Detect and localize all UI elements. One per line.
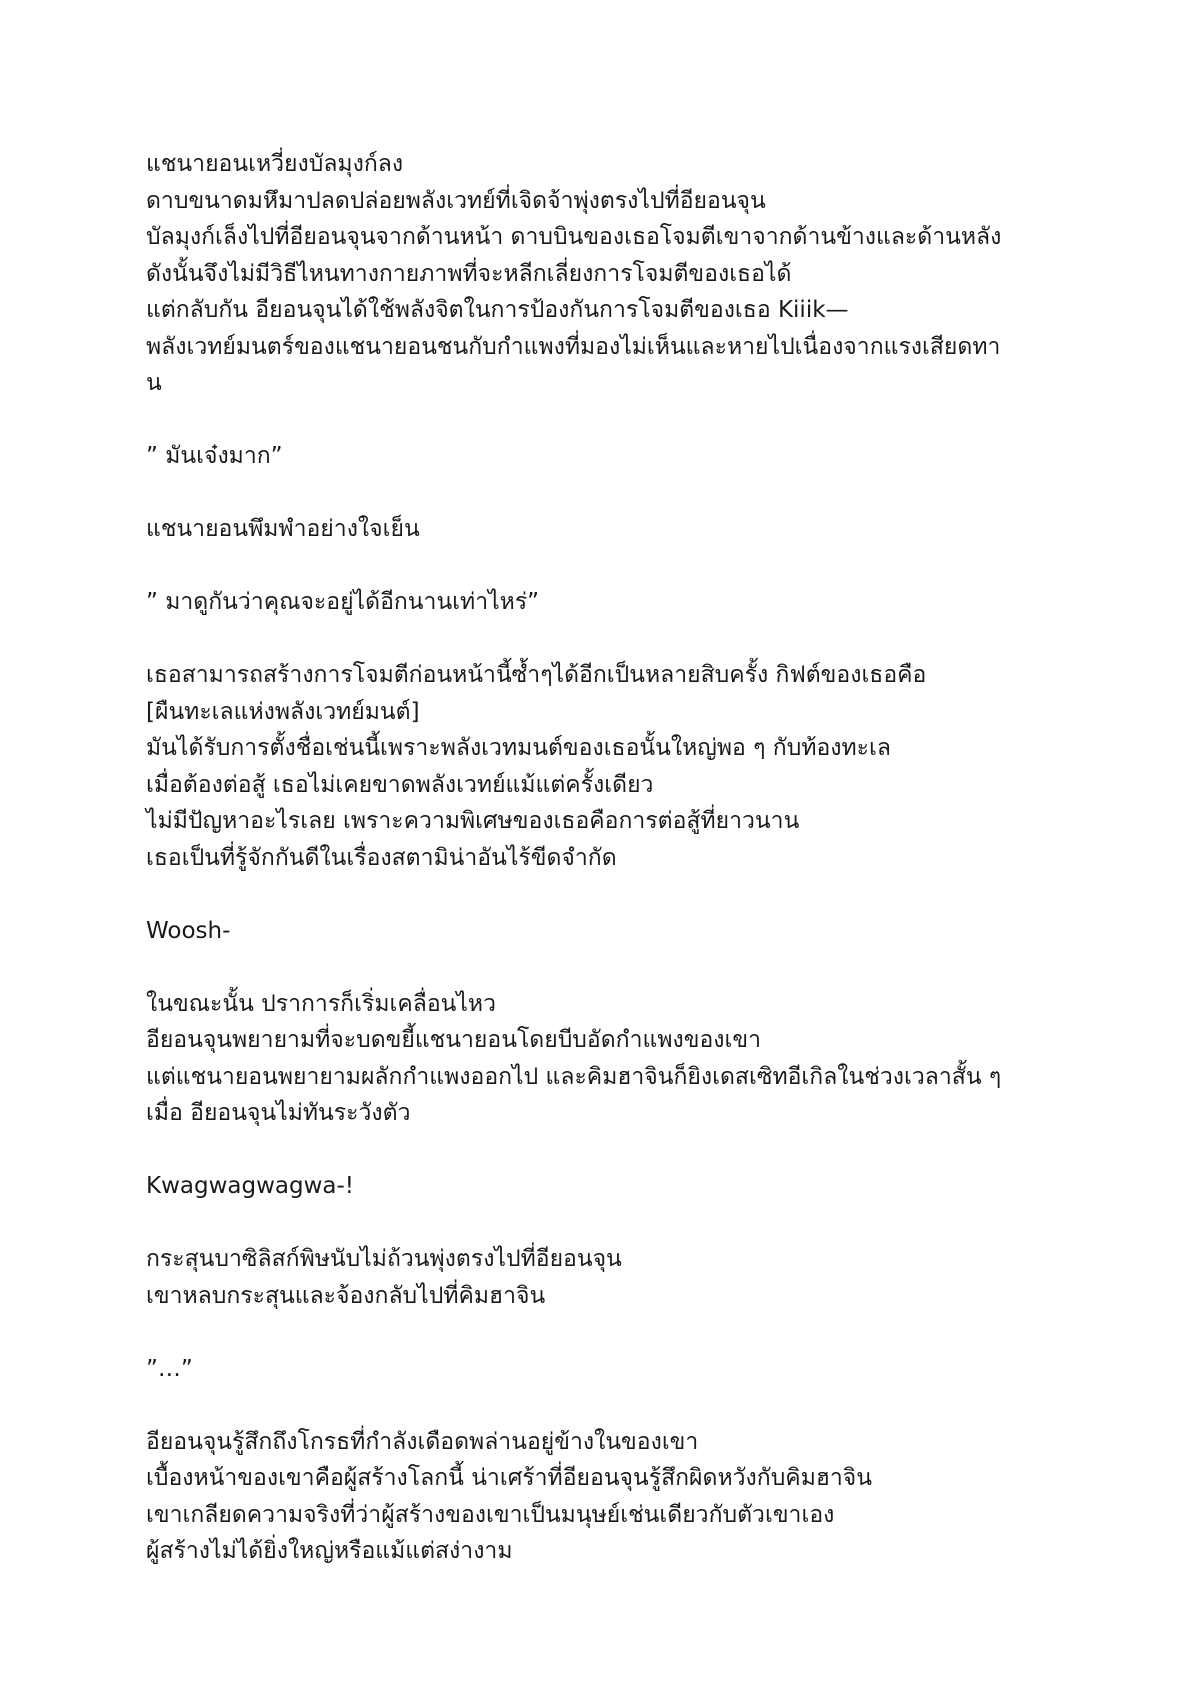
text-line: ดังนั้นจึงไม่มีวิธีไหนทางกายภาพที่จะหลีกเลี่ยงการโจมตีของเธอได้ — [146, 260, 792, 287]
document-body — [146, 146, 1046, 1606]
text-line: เขาหลบกระสุนและจ้องกลับไปที่คิมฮาจิน — [146, 1282, 546, 1309]
sound-effect-line: Kwagwagwagwa-! — [146, 1173, 355, 1199]
sound-effect-line: Woosh- — [146, 917, 231, 944]
paragraph-5 — [146, 657, 1046, 876]
text-line: เมื่อ อียอนจุนไม่ทันระวังตัว — [146, 1100, 411, 1126]
text-line: เมื่อต้องต่อสู้ เธอไม่เคยขาดพลังเวทย์แม้แต่ครั้งเดียว — [146, 771, 654, 798]
text-line: ไม่มีปัญหาอะไรเลย เพราะความพิเศษของเธอคือการต่อสู้ที่ยาวนาน — [146, 808, 800, 834]
dialogue-line: ”…” — [146, 1355, 193, 1382]
text-line: เบื้องหน้าของเขาคือผู้สร้างโลกนี้ น่าเศร้าที่อียอนจุนรู้สึกผิดหวังกับคิมฮาจิน — [146, 1465, 873, 1491]
paragraph-9 — [146, 1241, 1046, 1314]
paragraph-4 — [146, 584, 1046, 621]
text-line: อียอนจุนพยายามที่จะบดขยี้แชนายอนโดยบีบอัดกำแพงของเขา — [146, 1027, 761, 1053]
text-line: เธอเป็นที่รู้จักกันดีในเรื่องสตามิน่าอันไร้ขีดจำกัด — [146, 844, 617, 871]
dialogue-line: ” มาดูกันว่าคุณจะอยู่ได้อีกนานเท่าไหร่” — [146, 589, 540, 615]
text-line: แต่แชนายอนพยายามผลักกำแพงออกไป และคิมฮาจินก็ยิงเดสเซิทอีเกิลในช่วงเวลาสั้น ๆ — [146, 1063, 1002, 1090]
paragraph-7 — [146, 986, 1046, 1132]
paragraph-10 — [146, 1351, 1046, 1388]
text-line: ดาบขนาดมหึมาปลดปล่อยพลังเวทย์ที่เจิดจ้าพุ่งตรงไปที่อียอนจุน — [146, 187, 766, 214]
text-line: แชนายอนพึมพำอย่างใจเย็น — [146, 516, 420, 542]
text-line: [ผืนทะเลแห่งพลังเวทย์มนต์] — [146, 698, 420, 725]
paragraph-3 — [146, 511, 1046, 548]
dialogue-line: ” มันเจ๋งมาก” — [146, 443, 283, 469]
paragraph-8 — [146, 1168, 1046, 1205]
text-line: พลังเวทย์มนตร์ของแชนายอนชนกับกำแพงที่มองไม่เห็นและหายไปเนื่องจากแรงเสียดทา — [146, 333, 1001, 360]
paragraph-6 — [146, 913, 1046, 950]
text-line: บัลมุงก์เล็งไปที่อียอนจุนจากด้านหน้า ดาบบินของเธอโจมตีเขาจากด้านข้างและด้านหลัง — [146, 224, 1002, 250]
paragraph-11 — [146, 1424, 1046, 1570]
text-line: ผู้สร้างไม่ได้ยิ่งใหญ่หรือแม้แต่สง่างาม — [146, 1538, 513, 1564]
text-line: เธอสามารถสร้างการโจมตีก่อนหน้านี้ซ้ำๆได้อีกเป็นหลายสิบครั้ง กิฟต์ของเธอคือ — [146, 662, 927, 688]
text-line: มันได้รับการตั้งชื่อเช่นนี้เพราะพลังเวทมนต์ของเธอนั้นใหญ่พอ ๆ กับท้องทะเล — [146, 735, 891, 761]
text-line: กระสุนบาซิลิสก์พิษนับไม่ถ้วนพุ่งตรงไปที่อียอนจุน — [146, 1246, 622, 1272]
text-line: ในขณะนั้น ปราการก็เริ่มเคลื่อนไหว — [146, 990, 497, 1017]
paragraph-2 — [146, 438, 1046, 475]
text-line: แต่กลับกัน อียอนจุนได้ใช้พลังจิตในการป้องกันการโจมตีของเธอ Kiiik— — [146, 297, 849, 323]
text-line: น — [146, 370, 162, 396]
text-line: แชนายอนเหวี่ยงบัลมุงก์ลง — [146, 151, 404, 177]
paragraph-1 — [146, 146, 1046, 402]
text-line: เขาเกลียดความจริงที่ว่าผู้สร้างของเขาเป็นมนุษย์เช่นเดียวกับตัวเขาเอง — [146, 1501, 835, 1528]
text-line: อียอนจุนรู้สึกถึงโกรธที่กำลังเดือดพล่านอยู่ข้างในของเขา — [146, 1428, 699, 1455]
